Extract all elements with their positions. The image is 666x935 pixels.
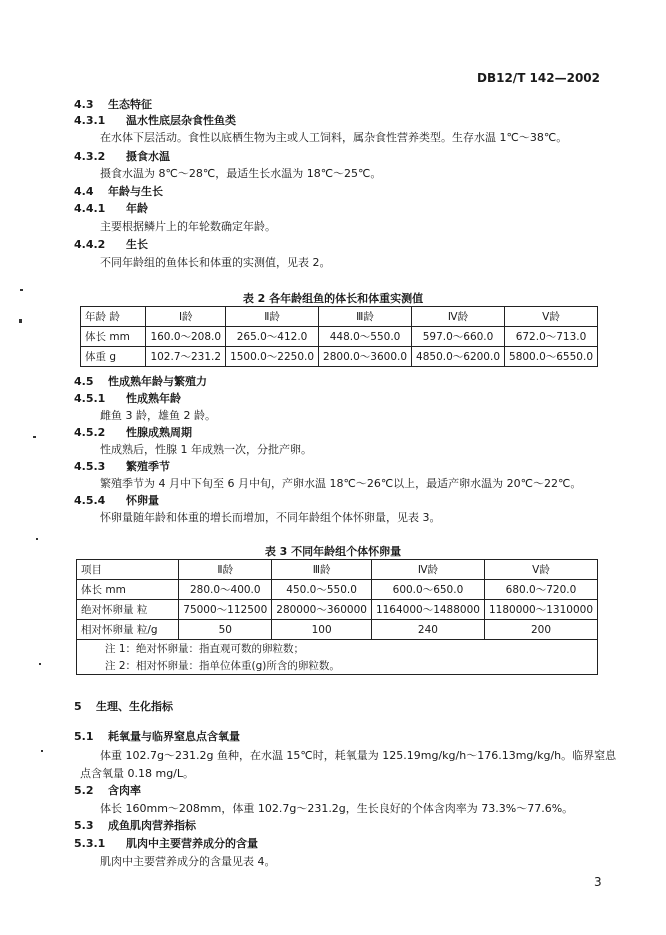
section-number: 5.1 (74, 730, 94, 743)
table-row (81, 327, 598, 347)
paragraph: 雌鱼 3 龄，雄鱼 2 龄。 (100, 409, 216, 422)
table-header-cell: Ⅱ龄 (226, 307, 319, 327)
section-heading (74, 183, 163, 199)
table-cell: 680.0～720.0 (484, 580, 597, 600)
table-cell: 280.0～400.0 (179, 580, 272, 600)
table-cell: 体重 g (81, 347, 146, 367)
table-cell: 100 (272, 620, 372, 640)
section-title: 性腺成熟周期 (126, 426, 192, 439)
section-heading (74, 373, 207, 389)
table-cell: 672.0～713.0 (505, 327, 598, 347)
table-header-cell: Ⅲ龄 (319, 307, 412, 327)
section-number: 4.5 (74, 375, 94, 388)
section-number: 4.4 (74, 185, 94, 198)
paragraph: 性成熟后，性腺 1 年成熟一次，分批产卵。 (100, 443, 312, 456)
table-row (77, 620, 598, 640)
section-title: 繁殖季节 (126, 460, 170, 473)
section-title: 肌肉中主要营养成分的含量 (126, 837, 258, 850)
section-heading (74, 424, 192, 440)
table-header-row (77, 560, 598, 580)
section-heading (74, 782, 141, 798)
section-title: 成鱼肌肉营养指标 (108, 819, 196, 832)
table-cell: 280000～360000 (272, 600, 372, 620)
table-caption: 表 2 各年龄组鱼的体长和体重实测值 (242, 292, 424, 305)
section-heading (74, 112, 236, 128)
section-number: 4.4.1 (74, 202, 106, 215)
section-heading (74, 492, 159, 508)
table-row (77, 600, 598, 620)
scan-speck (19, 319, 22, 323)
section-heading (74, 728, 240, 744)
table-cell: 75000～112500 (179, 600, 272, 620)
table-3 (76, 559, 598, 675)
section-number: 4.5.3 (74, 460, 106, 473)
section-number: 4.3 (74, 98, 94, 111)
table-row (77, 580, 598, 600)
table-2 (80, 306, 598, 367)
table-cell: 597.0～660.0 (412, 327, 505, 347)
scan-speck (39, 663, 41, 665)
doc-code: DB12/T 142—2002 (477, 71, 600, 85)
table-header-cell: 项目 (77, 560, 179, 580)
section-title: 性成熟年龄与繁殖力 (108, 375, 207, 388)
table-cell: 102.7～231.2 (146, 347, 226, 367)
section-number: 4.4.2 (74, 238, 106, 251)
section-title: 生态特征 (108, 98, 152, 111)
paragraph-continuation: 点含氧量 0.18 mg/L。 (80, 767, 195, 780)
scan-speck (41, 750, 43, 752)
scan-speck (20, 289, 23, 291)
paragraph: 在水体下层活动。食性以底栖生物为主或人工饲料，属杂食性营养类型。生存水温 1℃～38℃。 (100, 131, 568, 144)
section-number: 5.3 (74, 819, 94, 832)
table-notes-row (77, 657, 598, 675)
table-cell: 448.0～550.0 (319, 327, 412, 347)
table-cell: 600.0～650.0 (371, 580, 484, 600)
section-heading (74, 148, 170, 164)
section-heading (74, 835, 258, 851)
section-heading (74, 817, 196, 833)
section-title: 生长 (126, 238, 148, 251)
paragraph: 不同年龄组的鱼体长和体重的实测值，见表 2。 (100, 256, 331, 269)
paragraph: 摄食水温为 8℃～28℃，最适生长水温为 18℃～25℃。 (100, 167, 382, 180)
section-title: 温水性底层杂食性鱼类 (126, 114, 236, 127)
table-cell: 240 (371, 620, 484, 640)
section-number: 4.3.2 (74, 150, 106, 163)
section-number: 5.3.1 (74, 837, 106, 850)
section-number: 4.3.1 (74, 114, 106, 127)
table-cell: 体长 mm (77, 580, 179, 600)
section-title: 性成熟年龄 (126, 392, 181, 405)
table-header-cell: Ⅰ龄 (146, 307, 226, 327)
table-header-cell: Ⅳ龄 (412, 307, 505, 327)
page-number: 3 (594, 875, 602, 889)
section-heading (74, 96, 152, 112)
table-cell: 4850.0～6200.0 (412, 347, 505, 367)
table-notes-row (77, 640, 598, 658)
paragraph: 肌肉中主要营养成分的含量见表 4。 (100, 855, 276, 868)
table-header-cell: Ⅲ龄 (272, 560, 372, 580)
section-title: 含肉率 (108, 784, 141, 797)
paragraph: 体长 160mm～208mm，体重 102.7g～231.2g，生长良好的个体含肉率为 73.3%～77.6%。 (100, 802, 574, 815)
section-title: 年龄 (126, 202, 148, 215)
section-title: 怀卵量 (126, 494, 159, 507)
section-title: 摄食水温 (126, 150, 170, 163)
section-heading (74, 390, 181, 406)
section-number: 5 (74, 700, 82, 713)
table-cell: 1164000～1488000 (371, 600, 484, 620)
paragraph: 怀卵量随年龄和体重的增长而增加，不同年龄组个体怀卵量，见表 3。 (100, 511, 441, 524)
table-cell: 50 (179, 620, 272, 640)
paragraph: 体重 102.7g～231.2g 鱼种，在水温 15℃时，耗氧量为 125.19mg/kg/h～176.13mg/kg/h。临界窒息 (100, 749, 617, 762)
table-header-cell: Ⅳ龄 (371, 560, 484, 580)
table-header-cell: 年龄 龄 (81, 307, 146, 327)
table-header-cell: Ⅱ龄 (179, 560, 272, 580)
section-number: 4.5.2 (74, 426, 106, 439)
table-cell: 200 (484, 620, 597, 640)
section-heading (74, 236, 148, 252)
section-number: 4.5.1 (74, 392, 106, 405)
table-cell: 1180000～1310000 (484, 600, 597, 620)
table-cell: 5800.0～6550.0 (505, 347, 598, 367)
table-caption: 表 3 不同年龄组个体怀卵量 (264, 545, 402, 558)
section-number: 5.2 (74, 784, 94, 797)
table-row (81, 347, 598, 367)
table-header-cell: Ⅴ龄 (505, 307, 598, 327)
scan-speck (33, 436, 36, 438)
table-header-row (81, 307, 598, 327)
table-note: 注 2：相对怀卵量：指单位体重(g)所含的卵粒数。 (77, 657, 598, 675)
table-header-cell: Ⅴ龄 (484, 560, 597, 580)
section-number: 4.5.4 (74, 494, 106, 507)
section-title: 年龄与生长 (108, 185, 163, 198)
table-note: 注 1：绝对怀卵量：指直观可数的卵粒数； (77, 640, 598, 658)
table-cell: 绝对怀卵量 粒 (77, 600, 179, 620)
section-heading (74, 200, 148, 216)
paragraph: 繁殖季节为 4 月中下旬至 6 月中旬，产卵水温 18℃～26℃以上，最适产卵水温为 20℃～22℃。 (100, 477, 582, 490)
scan-speck (36, 538, 38, 540)
section-title: 耗氧量与临界窒息点含氧量 (108, 730, 240, 743)
table-cell: 相对怀卵量 粒/g (77, 620, 179, 640)
section-heading (74, 698, 173, 714)
table-cell: 160.0～208.0 (146, 327, 226, 347)
section-heading (74, 458, 170, 474)
table-cell: 1500.0～2250.0 (226, 347, 319, 367)
table-cell: 2800.0～3600.0 (319, 347, 412, 367)
table-cell: 265.0～412.0 (226, 327, 319, 347)
table-cell: 体长 mm (81, 327, 146, 347)
paragraph: 主要根据鳞片上的年轮数确定年龄。 (100, 220, 276, 233)
table-cell: 450.0～550.0 (272, 580, 372, 600)
section-title: 生理、生化指标 (96, 700, 173, 713)
